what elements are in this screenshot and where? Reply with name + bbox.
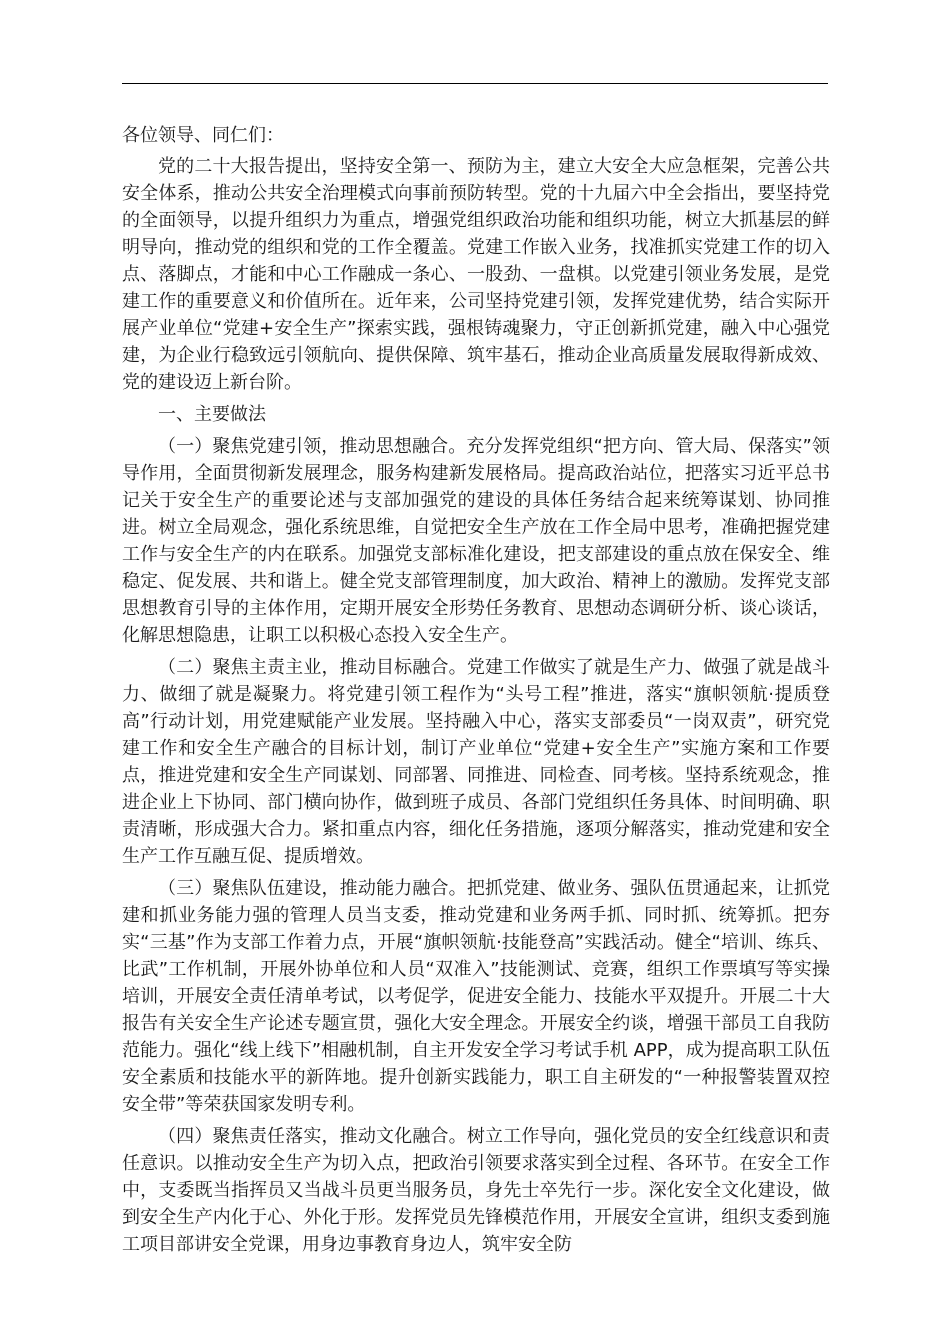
salutation: 各位领导、同仁们： — [122, 125, 284, 146]
intro-paragraph: 党的二十大报告提出，坚持安全第一、预防为主，建立大安全大应急框架，完善公共安全体系，推动公共安全治理模式向事前预防转型。党的十九届六中全会指出，要坚持党的全面领导，以提升组织力为重点，增强党组织政治功能和组织功能，树立大抓基层的鲜明导向，推动党的组织和党的工作全覆盖。党建工作嵌入业务，找准抓实党建工作的切入点、落脚点，才能和中心工作融成一条心、一股劲、一盘棋。以党建引领业务发展，是党建工作的重要意义和价值所在。近年来，公司坚持党建引领，发挥党建优势，结合实际开展产业单位“党建+安全生产”探索实践，强根铸魂聚力，守正创新抓党建，融入中心强党建，为企业行稳致远引领航向、提供保障、筑牢基石，推动企业高质量发展取得新成效、党的建设迈上新台阶。 — [122, 156, 830, 393]
document-body — [122, 122, 830, 1263]
paragraph-3: （三）聚焦队伍建设，推动能力融合。把抓党建、做业务、强队伍贯通起来，让抓党建和抓业务能力强的管理人员当支委，推动党建和业务两手抓、同时抓、统筹抓。把夯实“三基”作为支部工作着力点，开展“旗帜领航·技能登高”实践活动。健全“培训、练兵、比武”工作机制，开展外协单位和人员“双准入”技能测试、竞赛，组织工作票填写等实操培训，开展安全责任清单考试，以考促学，促进安全能力、技能水平双提升。开展二十大报告有关安全生产论述专题宣贯，强化大安全理念。开展安全约谈，增强干部员工自我防范能力。强化“线上线下”相融机制，自主开发安全学习考试手机 APP，成为提高职工队伍安全素质和技能水平的新阵地。提升创新实践能力，职工自主研发的“一种报警装置双控安全带”等荣获国家发明专利。 — [122, 878, 830, 1115]
paragraph-1: （一）聚焦党建引领，推动思想融合。充分发挥党组织“把方向、管大局、保落实”领导作用，全面贯彻新发展理念，服务构建新发展格局。提高政治站位，把落实习近平总书记关于安全生产的重要论述与支部加强党的建设的具体任务结合起来统筹谋划、协同推进。树立全局观念，强化系统思维，自觉把安全生产放在工作全局中思考，准确把握党建工作与安全生产的内在联系。加强党支部标准化建设，把支部建设的重点放在保安全、维稳定、促发展、共和谐上。健全党支部管理制度，加大政治、精神上的激励。发挥党支部思想教育引导的主体作用，定期开展安全形势任务教育、思想动态调研分析、谈心谈话，化解思想隐患，让职工以积极心态投入安全生产。 — [122, 436, 830, 646]
paragraph-4: （四）聚焦责任落实，推动文化融合。树立工作导向，强化党员的安全红线意识和责任意识。以推动安全生产为切入点，把政治引领要求落实到全过程、各环节。在安全工作中，支委既当指挥员又当战斗员更当服务员，身先士卒先行一步。深化安全文化建设，做到安全生产内化于心、外化于形。发挥党员先锋模范作用，开展安全宣讲，组织支委到施工项目部讲安全党课，用身边事教育身边人，筑牢安全防 — [122, 1126, 830, 1255]
paragraph-2: （二）聚焦主责主业，推动目标融合。党建工作做实了就是生产力、做强了就是战斗力、做细了就是凝聚力。将党建引领工程作为“头号工程”推进，落实“旗帜领航·提质登高”行动计划，用党建赋能产业发展。坚持融入中心，落实支部委员“一岗双责”，研究党建工作和安全生产融合的目标计划，制订产业单位“党建+安全生产”实施方案和工作要点，推进党建和安全生产同谋划、同部署、同推进、同检查、同考核。坚持系统观念，推进企业上下协同、部门横向协作，做到班子成员、各部门党组织任务具体、时间明确、职责清晰，形成强大合力。紧扣重点内容，细化任务措施，逐项分解落实，推动党建和安全生产工作互融互促、提质增效。 — [122, 657, 830, 867]
header-rule — [122, 83, 828, 84]
section-heading: 一、主要做法 — [158, 404, 266, 425]
